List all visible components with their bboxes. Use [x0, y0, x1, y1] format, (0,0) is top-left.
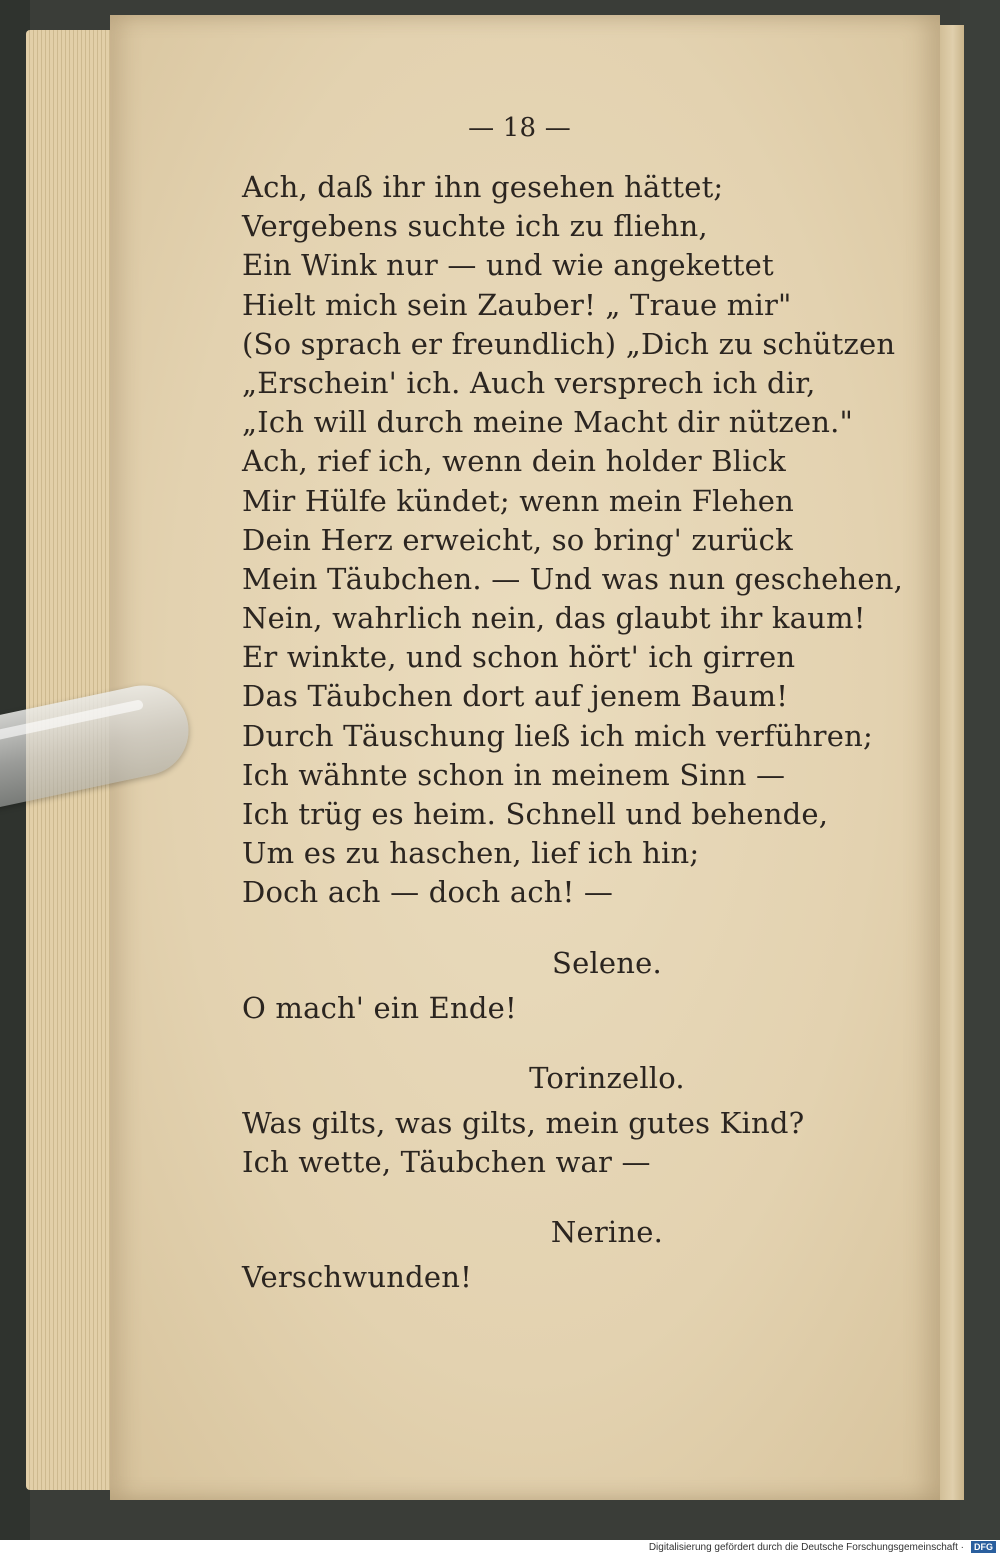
verse-line: Ich trüg es heim. Schnell und behende, [242, 797, 829, 831]
verse-line: Nein, wahrlich nein, das glaubt ihr kaum! [242, 601, 866, 636]
verse-line: Um es zu haschen, lief ich hin; [242, 836, 700, 871]
verse-line: „Ich will durch meine Macht dir nützen." [242, 405, 854, 440]
dialogue-line: Ich wette, Täubchen war — [242, 1144, 651, 1179]
verse-line: Durch Täuschung ließ ich mich verführen; [242, 718, 873, 753]
verse-line: Ach, rief ich, wenn dein holder Blick [242, 444, 786, 479]
verse-line: Mir Hülfe kündet; wenn mein Flehen [242, 483, 794, 518]
verse-line: (So sprach er freundlich) „Dich zu schützen [242, 326, 896, 361]
page-text [242, 108, 902, 1297]
verse-line: Er winkte, und schon hört' ich girren [242, 640, 796, 675]
digitization-credit: Digitalisierung gefördert durch die Deutsche Forschungsgemeinschaft · [648, 1542, 964, 1553]
speaker-name-nerine: Nerine. [550, 1215, 664, 1250]
verse-line: Ein Wink nur — und wie angekettet [242, 248, 774, 283]
verse-line: Hielt mich sein Zauber! „ Traue mir" [242, 287, 792, 322]
scanner-background-right [960, 0, 1000, 1540]
verse-line: Vergebens suchte ich zu fliehn, [242, 209, 708, 244]
speaker-name-selene: Selene. [552, 945, 662, 980]
dialogue-line: O mach' ein Ende! [242, 990, 517, 1025]
verse-line: Ach, daß ihr ihn gesehen hättet; [242, 170, 724, 204]
verse-block [242, 168, 902, 913]
verse-line: Ich wähnte schon in meinem Sinn — [242, 757, 786, 792]
page-edges-right [936, 25, 964, 1500]
speaker-name-torinzello: Torinzello. [529, 1060, 685, 1095]
page-number: — 18 — [468, 113, 571, 143]
dialogue-line: Was gilts, was gilts, mein gutes Kind? [242, 1105, 805, 1140]
dfg-logo: DFG [971, 1541, 996, 1553]
verse-line: Das Täubchen dort auf jenem Baum! [242, 679, 789, 714]
verse-line: Doch ach — doch ach! — [242, 875, 614, 910]
verse-line: Mein Täubchen. — Und was nun geschehen, [242, 561, 904, 596]
verse-line: „Erschein' ich. Auch versprech ich dir, [242, 365, 816, 400]
dialogue-line: Verschwunden! [242, 1260, 472, 1295]
verse-line: Dein Herz erweicht, so bring' zurück [242, 522, 793, 557]
